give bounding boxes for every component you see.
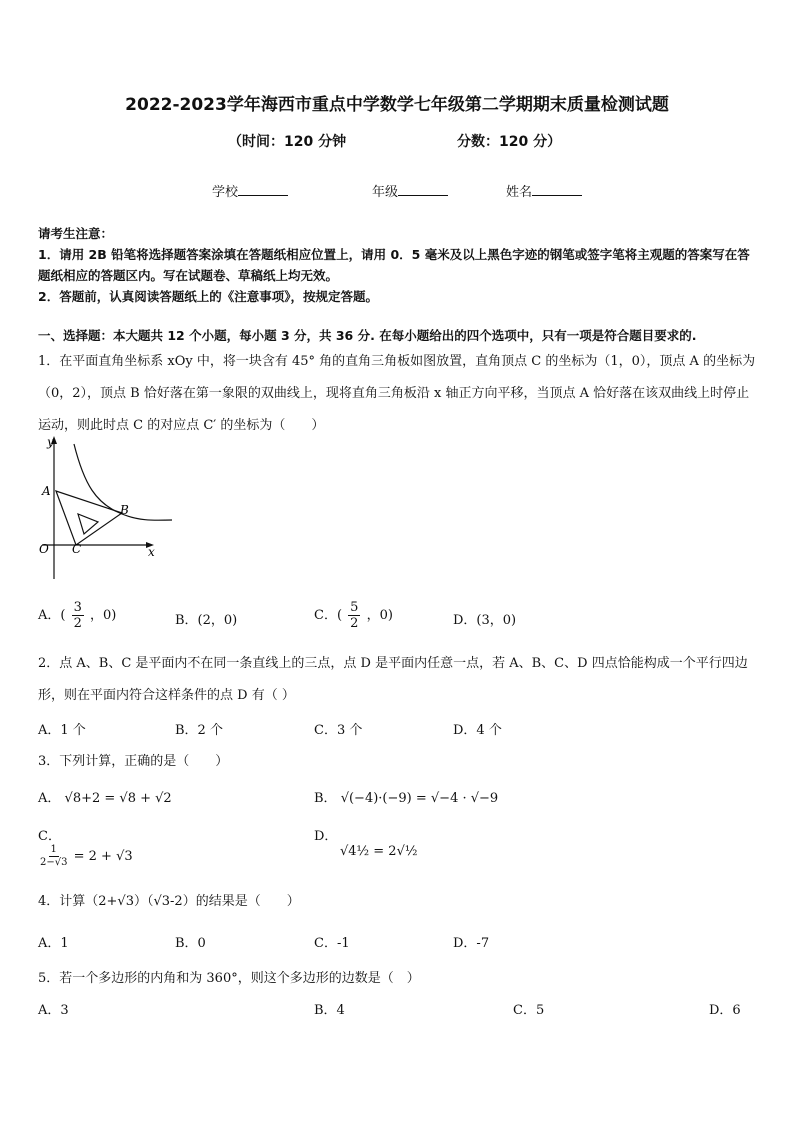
question-2-option-d[interactable]: D．4 个: [453, 723, 502, 738]
option-c-pre: C．(: [314, 608, 343, 623]
question-5-option-c[interactable]: C．5: [513, 1003, 545, 1018]
question-2-option-c[interactable]: C．3 个: [314, 723, 363, 738]
question-2-stem: 2．点 A、B、C 是平面内不在同一条直线上的三点，点 D 是平面内任意一点，若 A、B、C、D 四点恰能构成一个平行四边形，则在平面内符合这样条件的点 D 有（ ）: [38, 656, 748, 703]
question-5-option-b[interactable]: B．4: [314, 1003, 345, 1018]
notice-item-1: 1．请用 2B 铅笔将选择题答案涂填在答题纸相应位置上，请用 0．5 毫米及以上黑色字迹的钢笔或签字笔将主观题的答案写在答题纸相应的答题区内。写在试题卷、草稿纸上均无效。: [38, 247, 750, 283]
exam-score: 分数：120 分）: [457, 134, 562, 150]
name-label: 姓名: [506, 185, 533, 200]
grade-label: 年级: [372, 185, 399, 200]
question-5-option-d[interactable]: D．6: [709, 1003, 741, 1018]
school-field: [212, 181, 288, 200]
exam-time: （时间：120 分钟: [228, 134, 347, 150]
question-5-option-a[interactable]: A．3: [38, 1003, 69, 1018]
grade-field: [372, 181, 448, 200]
fraction-numerator: 1: [50, 844, 57, 855]
question-3-option-d[interactable]: [314, 825, 417, 859]
question-5-stem: 5．若一个多边形的内角和为 360°，则这个多边形的边数是（ ）: [38, 971, 420, 986]
question-2-option-b[interactable]: B．2 个: [175, 723, 223, 738]
option-expression: = 2 + √3: [73, 849, 133, 864]
fraction-numerator: 5: [350, 600, 359, 615]
option-expression: √8+2 = √8 + √2: [64, 791, 172, 806]
question-1-option-b[interactable]: B．(2，0): [175, 613, 238, 628]
grade-blank: [398, 183, 448, 196]
inner-triangle: [78, 514, 98, 534]
option-a-pre: A．(: [38, 608, 66, 623]
school-label: 学校: [212, 185, 239, 200]
label-y: y: [47, 435, 54, 449]
fraction-denominator: 2−√3: [40, 857, 68, 868]
label-a: A: [42, 484, 51, 498]
fraction-denominator: 2: [73, 616, 82, 631]
fraction: [348, 600, 360, 631]
notice-block: [38, 223, 758, 307]
exam-title: 2022-2023学年海西市重点中学数学七年级第二学期期末质量检测试题: [125, 95, 669, 115]
question-3-option-a[interactable]: [38, 787, 172, 806]
name-blank: [532, 183, 582, 196]
question-3-stem: 3．下列计算，正确的是（ ）: [38, 754, 229, 769]
option-expression: √(−4)·(−9) = √−4 · √−9: [340, 791, 499, 806]
option-c-post: ，0): [366, 608, 393, 623]
question-4-option-c[interactable]: C．-1: [314, 936, 350, 951]
option-label: C．: [38, 829, 61, 844]
option-label: B．: [314, 791, 337, 806]
question-3-option-b[interactable]: [314, 787, 498, 806]
label-x: x: [148, 545, 155, 559]
fraction: [72, 600, 84, 631]
question-1-option-c[interactable]: [314, 600, 393, 631]
fraction-numerator: 3: [73, 600, 82, 615]
question-4-option-a[interactable]: A．1: [38, 936, 69, 951]
fraction-denominator: 2: [350, 616, 359, 631]
notice-item-2: 2．答题前，认真阅读答题纸上的《注意事项》，按规定答题。: [38, 289, 378, 304]
label-b: B: [120, 503, 129, 517]
question-4-stem: 4．计算（2+√3）（√3-2）的结果是（ ）: [38, 894, 300, 909]
fraction: [40, 844, 67, 869]
question-4-option-b[interactable]: B．0: [175, 936, 206, 951]
question-3-option-c[interactable]: [38, 825, 133, 869]
question-1-option-d[interactable]: D．(3，0): [453, 613, 517, 628]
option-label: A．: [38, 791, 61, 806]
question-1-option-a[interactable]: [38, 600, 116, 631]
school-blank: [238, 183, 288, 196]
section-heading: 一、选择题：本大题共 12 个小题，每小题 3 分，共 36 分. 在每小题给出的四个选项中，只有一项是符合题目要求的.: [38, 328, 697, 343]
label-o: O: [39, 542, 49, 556]
question-2-option-a[interactable]: A．1 个: [38, 723, 86, 738]
label-c: C: [72, 542, 82, 556]
name-field: [506, 181, 582, 200]
question-1-stem: 1．在平面直角坐标系 xOy 中，将一块含有 45° 角的直角三角板如图放置，直角顶点 C 的坐标为（1，0），顶点 A 的坐标为（0，2），顶点 B 恰好落在第一象限的双曲线上，现将直角三角板沿 x 轴正方向平移，当顶点 A 恰好落在该双曲线上时停止运动，则此时点 C 的对应点 C′ 的坐标为（ ）: [38, 354, 756, 433]
option-expression: √4½ = 2√½: [340, 844, 418, 859]
notice-heading: 请考生注意：: [38, 226, 114, 241]
question-1-figure: [34, 434, 174, 582]
question-4-option-d[interactable]: D．-7: [453, 936, 490, 951]
option-a-post: ，0): [90, 608, 117, 623]
option-label: D．: [314, 829, 338, 844]
